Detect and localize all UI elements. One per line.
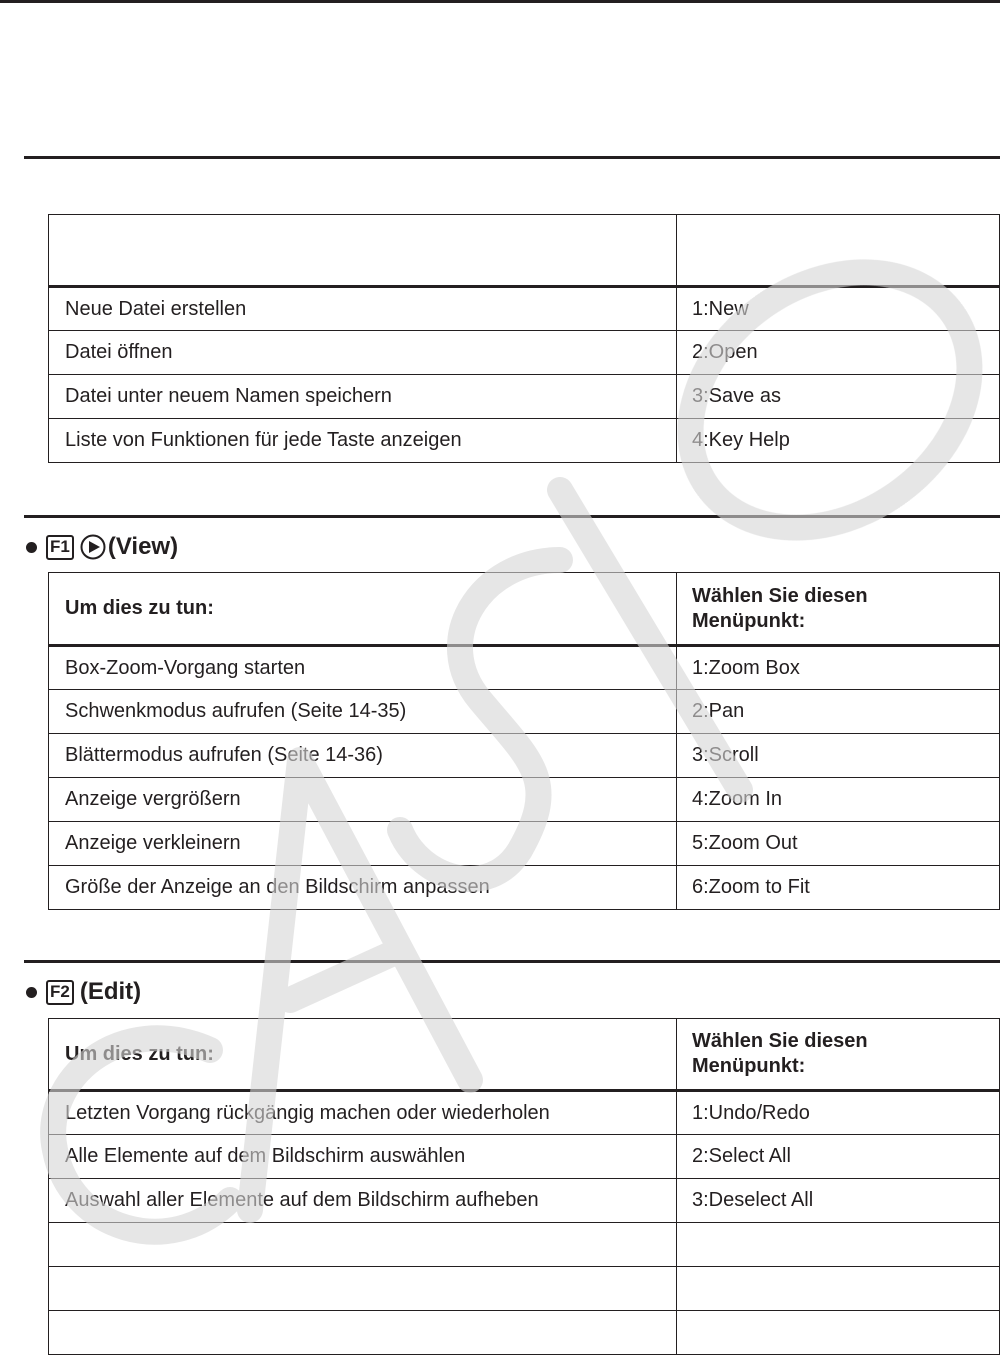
- table-row: [49, 866, 1000, 910]
- table-row: [49, 646, 1000, 690]
- view-section-heading: [26, 530, 178, 564]
- task-cell: [49, 1223, 677, 1267]
- section-view-rule: [24, 515, 1000, 518]
- task-cell: [49, 1311, 677, 1355]
- edit-section-heading: [26, 975, 141, 1009]
- option-cell: 6:Zoom to Fit: [677, 866, 1000, 910]
- header-option: [677, 215, 1000, 287]
- table-row: [49, 778, 1000, 822]
- table-row: [49, 1223, 1000, 1267]
- table-row: [49, 734, 1000, 778]
- task-cell: Box-Zoom-Vorgang starten: [49, 646, 677, 690]
- task-cell: Neue Datei erstellen: [49, 287, 677, 331]
- section-edit-rule: [24, 960, 1000, 963]
- option-cell: 3:Save as: [677, 375, 1000, 419]
- task-cell: Datei öffnen: [49, 331, 677, 375]
- view-section-title: (View): [107, 533, 179, 560]
- edit-menu-table: [48, 1018, 1000, 1355]
- header-task: Um dies zu tun:: [49, 1019, 677, 1091]
- task-cell: Liste von Funktionen für jede Taste anzeigen: [49, 419, 677, 463]
- header-task: [49, 215, 677, 287]
- table-row: [49, 287, 1000, 331]
- file-menu-table: [48, 214, 1000, 463]
- table-header-row: [49, 215, 1000, 287]
- task-cell: Größe der Anzeige an den Bildschirm anpassen: [49, 866, 677, 910]
- task-cell: Anzeige verkleinern: [49, 822, 677, 866]
- page-top-rule: [0, 0, 1000, 3]
- task-cell: Schwenkmodus aufrufen (Seite 14-35): [49, 690, 677, 734]
- table-row: [49, 690, 1000, 734]
- table-row: [49, 822, 1000, 866]
- table-row: [49, 1135, 1000, 1179]
- table-row: [49, 331, 1000, 375]
- table-row: [49, 1311, 1000, 1355]
- option-cell: 1:New: [677, 287, 1000, 331]
- option-cell: 5:Zoom Out: [677, 822, 1000, 866]
- f2-key-icon: F2: [46, 980, 74, 1005]
- f1-key-icon: F1: [46, 535, 74, 560]
- option-cell: [677, 1267, 1000, 1311]
- option-cell: 2:Open: [677, 331, 1000, 375]
- header-option: Wählen Sie diesen Menüpunkt:: [677, 573, 1000, 646]
- task-cell: Anzeige vergrößern: [49, 778, 677, 822]
- table-row: [49, 1179, 1000, 1223]
- bullet-icon: [26, 542, 37, 553]
- table-header-row: [49, 1019, 1000, 1091]
- task-cell: Alle Elemente auf dem Bildschirm auswählen: [49, 1135, 677, 1179]
- option-cell: [677, 1223, 1000, 1267]
- option-cell: 4:Zoom In: [677, 778, 1000, 822]
- task-cell: Blättermodus aufrufen (Seite 14-36): [49, 734, 677, 778]
- table-row: [49, 1267, 1000, 1311]
- table-row: [49, 375, 1000, 419]
- bullet-icon: [26, 987, 37, 998]
- option-cell: 3:Scroll: [677, 734, 1000, 778]
- task-cell: [49, 1267, 677, 1311]
- table-header-row: [49, 573, 1000, 646]
- header-option: Wählen Sie diesen Menüpunkt:: [677, 1019, 1000, 1091]
- option-cell: [677, 1311, 1000, 1355]
- option-cell: 1:Zoom Box: [677, 646, 1000, 690]
- table-row: [49, 419, 1000, 463]
- option-cell: 3:Deselect All: [677, 1179, 1000, 1223]
- header-task: Um dies zu tun:: [49, 573, 677, 646]
- task-cell: Auswahl aller Elemente auf dem Bildschirm aufheben: [49, 1179, 677, 1223]
- option-cell: 2:Select All: [677, 1135, 1000, 1179]
- task-cell: Letzten Vorgang rückgängig machen oder wiederholen: [49, 1091, 677, 1135]
- option-cell: 1:Undo/Redo: [677, 1091, 1000, 1135]
- section-file-rule: [24, 156, 1000, 159]
- table-row: [49, 1091, 1000, 1135]
- edit-section-title: (Edit): [79, 978, 142, 1005]
- right-arrow-circle-icon: [80, 534, 106, 560]
- view-menu-table: [48, 572, 1000, 910]
- option-cell: 4:Key Help: [677, 419, 1000, 463]
- task-cell: Datei unter neuem Namen speichern: [49, 375, 677, 419]
- option-cell: 2:Pan: [677, 690, 1000, 734]
